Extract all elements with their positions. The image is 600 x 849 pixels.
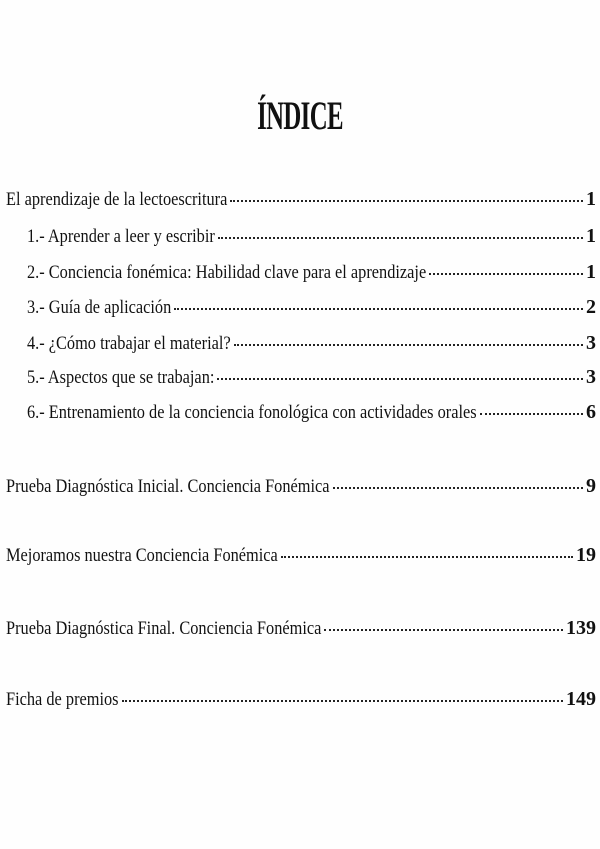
toc-page-number: 1 <box>586 225 596 247</box>
toc-page-number: 1 <box>586 188 596 210</box>
toc-entry <box>27 296 596 322</box>
toc-entry-text: El aprendizaje de la lectoescritura <box>6 189 228 210</box>
toc-entry-text: Mejoramos nuestra Conciencia Fonémica <box>6 545 278 566</box>
toc-leader-dots <box>217 376 583 380</box>
toc-page-number: 3 <box>586 366 596 388</box>
toc-page-number: 1 <box>586 261 596 283</box>
toc-page-number: 149 <box>566 688 596 710</box>
toc-entry-text: Ficha de premios <box>6 689 119 710</box>
toc-leader-dots <box>480 411 583 415</box>
toc-page-number: 9 <box>586 475 596 497</box>
toc-entry <box>27 366 596 392</box>
toc-entry-text: 5.- Aspectos que se trabajan: <box>27 367 215 388</box>
toc-entry <box>6 688 596 714</box>
toc-entry-text: Prueba Diagnóstica Inicial. Conciencia Fonémica <box>6 476 330 497</box>
toc-entry <box>6 544 596 570</box>
toc-page-number: 6 <box>586 401 596 423</box>
toc-entry <box>27 261 596 287</box>
toc-entry-text: 2.- Conciencia fonémica: Habilidad clave para el aprendizaje <box>27 262 427 283</box>
toc-entry-text: Prueba Diagnóstica Final. Conciencia Fonémica <box>6 618 322 639</box>
toc-entry <box>27 401 596 427</box>
toc-entry <box>27 225 596 251</box>
toc-page-number: 3 <box>586 332 596 354</box>
toc-leader-dots <box>218 235 583 239</box>
toc-page-number: 139 <box>566 617 596 639</box>
toc-leader-dots <box>281 554 573 558</box>
toc-leader-dots <box>429 271 583 275</box>
toc-leader-dots <box>234 342 583 346</box>
toc-entry-text: 6.- Entrenamiento de la conciencia fonológica con actividades orales <box>27 402 477 423</box>
toc-page-number: 19 <box>576 544 596 566</box>
toc-entry-text: 4.- ¿Cómo trabajar el material? <box>27 333 231 354</box>
toc-entry-text: 3.- Guía de aplicación <box>27 297 172 318</box>
toc-entry <box>6 475 596 501</box>
page-title: ÍNDICE <box>257 93 343 138</box>
toc-entry <box>27 332 596 358</box>
toc-leader-dots <box>122 698 563 702</box>
toc-entry <box>6 617 596 643</box>
toc-leader-dots <box>333 485 583 489</box>
toc-entry <box>6 188 596 214</box>
toc-leader-dots <box>174 306 583 310</box>
toc-leader-dots <box>324 627 563 631</box>
toc-entry-text: 1.- Aprender a leer y escribir <box>27 226 215 247</box>
toc-page-number: 2 <box>586 296 596 318</box>
toc-leader-dots <box>230 198 583 202</box>
